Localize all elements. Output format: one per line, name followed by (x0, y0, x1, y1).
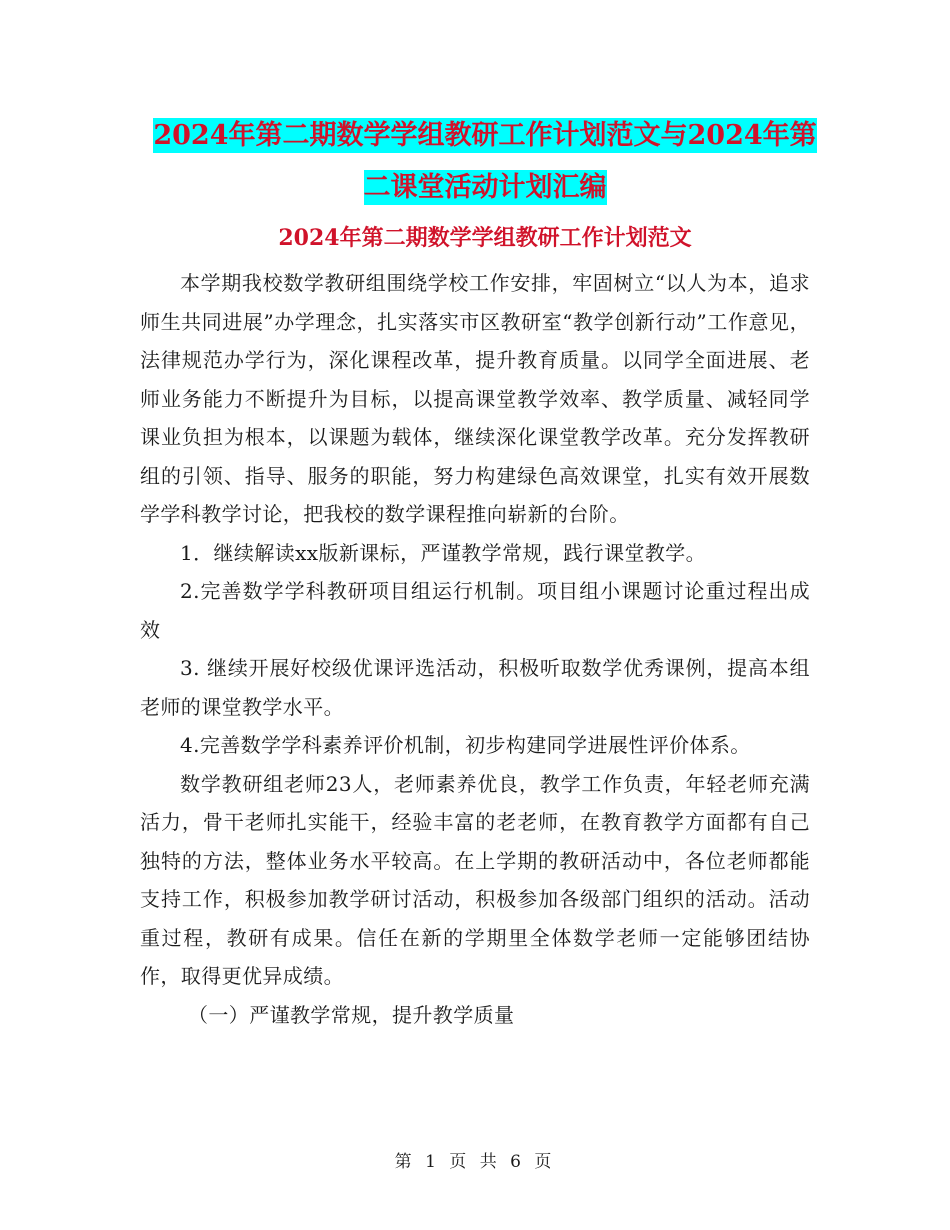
paragraph-item-1: 1．继续解读xx版新课标，严谨教学常规，践行课堂教学。 (180, 540, 707, 565)
document-title-line-1: 2024年第二期数学学组教研工作计划范文与2024年第 (153, 120, 817, 151)
document-title-line-2: 二课堂活动计划汇编 (363, 172, 607, 203)
paragraph-intro: 本学期我校数学教研组围绕学校工作安排，牢固树立“以人为本，追求师生共同进展”办学理念，扎实落实市区教研室“教学创新行动”工作意见，法律规范办学行为，深化课程改革，提升教育质量。以同学全面进展、老师业务能力不断提升为目标，以提高课堂教学效率、教学质量、减轻同学课业负担为根本，以课题为载体，继续深化课堂教学改革。充分发挥教研组的引领、指导、服务的职能，努力构建绿色高效课堂，扎实有效开展数学学科教学讨论，把我校的数学课程推向崭新的台阶。 (140, 271, 810, 526)
paragraph-team: 数学教研组老师23人，老师素养优良，教学工作负责，年轻老师充满活力，骨干老师扎实能干，经验丰富的老老师，在教育教学方面都有自己独特的方法，整体业务水平较高。在上学期的教研活动中，各位老师都能支持工作，积极参加教学研讨活动，积极参加各级部门组织的活动。活动重过程，教研有成果。信任在新的学期里全体数学老师一定能够团结协作，取得更优异成绩。 (140, 771, 810, 988)
subheading-1: （一）严谨教学常规，提升教学质量 (188, 1002, 515, 1027)
paragraph-item-3: 3. 继续开展好校级优课评选活动，积极听取数学优秀课例，提高本组老师的课堂教学水平。 (140, 656, 810, 719)
document-title (140, 110, 830, 214)
page-number: 第 1 页 共 6 页 (394, 1152, 556, 1172)
paragraph-item-4: 4.完善数学学科素养评价机制，初步构建同学进展性评价体系。 (180, 733, 751, 757)
document-body (140, 264, 810, 1034)
paragraph-item-2: 2.完善数学学科教研项目组运行机制。项目组小课题讨论重过程出成效 (140, 579, 810, 642)
section-title: 2024年第二期数学学组教研工作计划范文 (278, 225, 692, 251)
